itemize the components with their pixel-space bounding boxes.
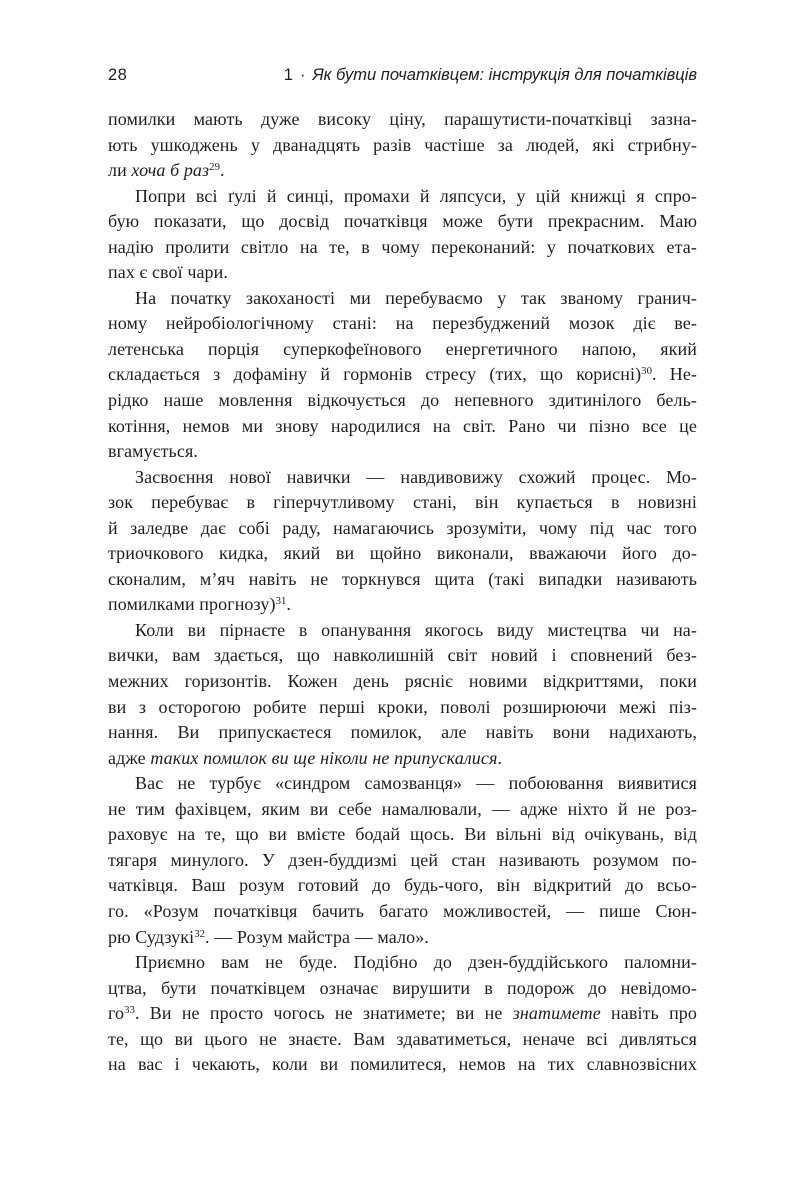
running-head xyxy=(108,64,697,86)
text-line: рю Судзукі$^{32}$. — Розум майстра — мало». xyxy=(108,926,429,947)
text-line: ли хоча б раз$^{29}$. xyxy=(108,160,225,181)
text-line: помилками прогнозу)$^{31}$. xyxy=(108,594,291,615)
footnote-reference: 31 xyxy=(275,595,287,608)
text-line: раховує на те, що ви вмієте бодай щось. Ви вільні від очікувань, від xyxy=(108,824,697,845)
text-line: триочкового кидка, який ви щойно виконали, вважаючи його до- xyxy=(108,543,697,564)
page-number: 28 xyxy=(108,66,128,84)
text-line: Засвоєння нової навички — навдивовижу схожий процес. Мо- xyxy=(135,466,697,487)
text-line: вички, вам здається, що навколишній світ новий і сповнений без- xyxy=(108,645,697,666)
text-line: помилки мають дуже високу ціну, парашутисти-початківці зазна- xyxy=(108,109,697,129)
text-line: котіння, немов ми знову народилися на світ. Рано чи пізно все це xyxy=(108,415,697,436)
paragraph xyxy=(108,286,697,465)
text-line: на вас і чекають, коли ви помилитеся, немов на тих славнозвісних xyxy=(108,1054,697,1075)
footnote-reference: 30 xyxy=(641,365,652,378)
text-line: нання. Ви припускаєтеся помилок, але навіть вони надихають, xyxy=(108,722,697,743)
paragraph xyxy=(108,184,697,286)
text-line: летенська порція суперкофеїнового енергетичного напою, який xyxy=(108,338,697,359)
footnote-reference: 32 xyxy=(194,927,206,940)
text-line: го. «Розум початківця бачить багато можливостей, — пише Сюн- xyxy=(108,900,697,921)
text-line: складається з дофаміну й гормонів стресу (тих, що корисні)$^{30}$. Не- xyxy=(108,364,698,385)
chapter-title: Як бути початківцем: інструкція для початківців xyxy=(312,66,697,84)
text-line: пах є свої чари. xyxy=(108,262,228,283)
text-line: цтва, бути початківцем означає вирушити в подорож до невідомо- xyxy=(108,977,697,998)
paragraph xyxy=(108,771,697,950)
text-line: рідко наше мовлення відкочується до непевного здитинілого бель- xyxy=(108,390,697,411)
text-line: адже таких помилок ви ще ніколи не припускалися. xyxy=(108,747,503,768)
text-line: ви з осторогою робите перші кроки, поволі розширюючи межі піз- xyxy=(108,696,697,717)
emphasized-text: знатимете xyxy=(512,1003,601,1024)
text-line: Коли ви пірнаєте в опанування якогось виду мистецтва чи на- xyxy=(135,619,697,640)
text-line: Приємно вам не буде. Подібно до дзен-буддійського паломни- xyxy=(135,952,697,973)
text-line: те, що ви цього не знаєте. Вам здаватиметься, неначе всі дивляться xyxy=(108,1028,697,1049)
paragraph xyxy=(108,950,697,1078)
text-line: тягаря минулого. У дзен-буддизмі цей стан називають розумом по- xyxy=(108,849,697,870)
text-line: На початку закоханості ми перебуваємо у так званому гранич- xyxy=(135,287,697,308)
text-line: сконалим, м’яч навіть не торкнувся щита (такі випадки називають xyxy=(108,568,697,589)
text-line: $го^{33}$. Ви не просто чогось не знатимете; ви не знатимете навіть про xyxy=(108,1003,698,1024)
text-line: не тим фахівцем, яким ви себе намалювали, — адже ніхто й не роз- xyxy=(108,798,697,819)
chapter-number: 1 xyxy=(283,66,293,84)
text-line: чатківця. Ваш розум готовий до будь-чого, він відкритий до всьо- xyxy=(108,875,697,896)
text-line: надію пролити світло на те, в чому переконаний: у початкових ета- xyxy=(108,236,697,257)
text-line: ють ушкоджень у дванадцять разів частіше за людей, які стрибну- xyxy=(108,134,697,155)
text-line: зок перебуває в гіперчутливому стані, він купається в новизні xyxy=(108,492,697,513)
paragraph xyxy=(108,107,697,184)
emphasized-text: таких помилок ви ще ніколи не припускалися xyxy=(150,747,498,768)
text-line: Вас не турбує «синдром самозванця» — побоювання виявитися xyxy=(135,773,697,794)
separator-dot-icon: · xyxy=(299,66,306,84)
text-line: й заледве дає собі раду, намагаючись зрозуміти, чому під час того xyxy=(108,517,697,538)
paragraph xyxy=(108,618,697,771)
text-line: ному нейробіологічному стані: на перезбуджений мозок діє ве- xyxy=(108,313,697,334)
chapter-heading xyxy=(284,64,697,86)
paragraph xyxy=(108,465,697,618)
text-line: Попри всі ґулі й синці, промахи й ляпсуси, у цій книжці я спро- xyxy=(135,185,697,206)
emphasized-text: хоча б раз xyxy=(131,160,210,181)
page-body xyxy=(108,107,697,1078)
footnote-reference: 29 xyxy=(209,161,220,174)
text-line: межних горизонтів. Кожен день рясніє новими відкриттями, поки xyxy=(108,671,697,692)
text-line: вгамується. xyxy=(108,441,198,462)
footnote-reference: 33 xyxy=(124,1004,135,1017)
text-line: бую показати, що досвід початківця може бути прекрасним. Маю xyxy=(108,211,697,232)
